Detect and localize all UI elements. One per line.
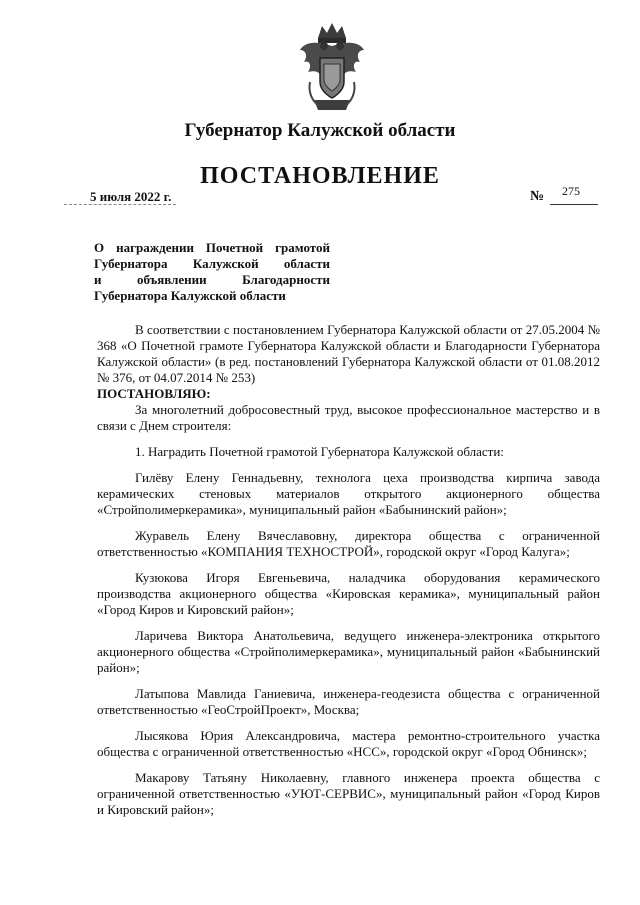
awardee-paragraph: Журавель Елену Вячеславовну, директора общества с ограниченной ответственностью «КОМПАНИЯ ТЕХНОСТРОЙ», городской округ «Город Калуга»; [97,528,600,559]
number-underline [550,204,598,205]
document-number: 275 [562,184,580,198]
awardee-paragraph: Латыпова Мавлида Ганиевича, инженера-геодезиста общества с ограниченной ответственностью «ГеоСтройПроект», Москва; [97,686,600,717]
issuing-authority: Губернатор Калужской области [184,120,456,141]
reason-paragraph: За многолетний добросовестный труд, высокое профессиональное мастерство и в связи с Днем строителя: [97,402,600,433]
document-type-title: ПОСТАНОВЛЕНИЕ [200,163,440,189]
preamble-paragraph: В соответствии с постановлением Губернатора Калужской области от 27.05.2004 № 368 «О Почетной грамоте Губернатора Калужской области и Благодарности Губернатора Калужской области» (в ред. постановлений Губернатора Калужской области от 01.08.2012 № 376, от 04.07.2014 № 253) [97,322,600,385]
document-subject [94,240,330,304]
award-item-heading: 1. Наградить Почетной грамотой Губернатора Калужской области: [135,444,504,459]
awardee-paragraph: Кузюкова Игоря Евгеньевича, наладчика оборудования керамического производства акционерного общества «Кировская керамика», муниципальный район «Город Киров и Кировский район»; [97,570,600,617]
document-body [97,322,600,818]
awardee-paragraph: Макарову Татьяну Николаевну, главного инженера проекта общества с ограниченной ответственностью «УЮТ-СЕРВИС», муниципальный район «Город Киров и Кировский район»; [97,770,600,817]
subject-line: О награждении Почетной грамотой [94,240,330,255]
awardee-paragraph: Ларичева Виктора Анатольевича, ведущего инженера-электроника открытого акционерного общества «Стройполимеркерамика», муниципальный район «Бабынинский район»; [97,628,600,675]
subject-line: Губернатора Калужской области [94,256,330,271]
resolve-clause: ПОСТАНОВЛЯЮ: [97,386,211,401]
awardee-paragraph: Гилёву Елену Геннадьевну, технолога цеха производства кирпича завода керамических стеновых материалов открытого акционерного общества «Стройполимеркерамика», муниципальный район «Бабынинский район»; [97,470,600,517]
awardee-paragraph: Лысякова Юрия Александровича, мастера ремонтно-строительного участка общества с ограниченной ответственностью «НСС», городской округ «Город Обнинск»; [97,728,600,759]
subject-line: Губернатора Калужской области [94,288,286,303]
coat-of-arms-emblem [296,20,368,116]
subject-line: и объявлении Благодарности [94,272,330,287]
number-label: № [530,189,545,204]
document-date: 5 июля 2022 г. [90,189,172,204]
